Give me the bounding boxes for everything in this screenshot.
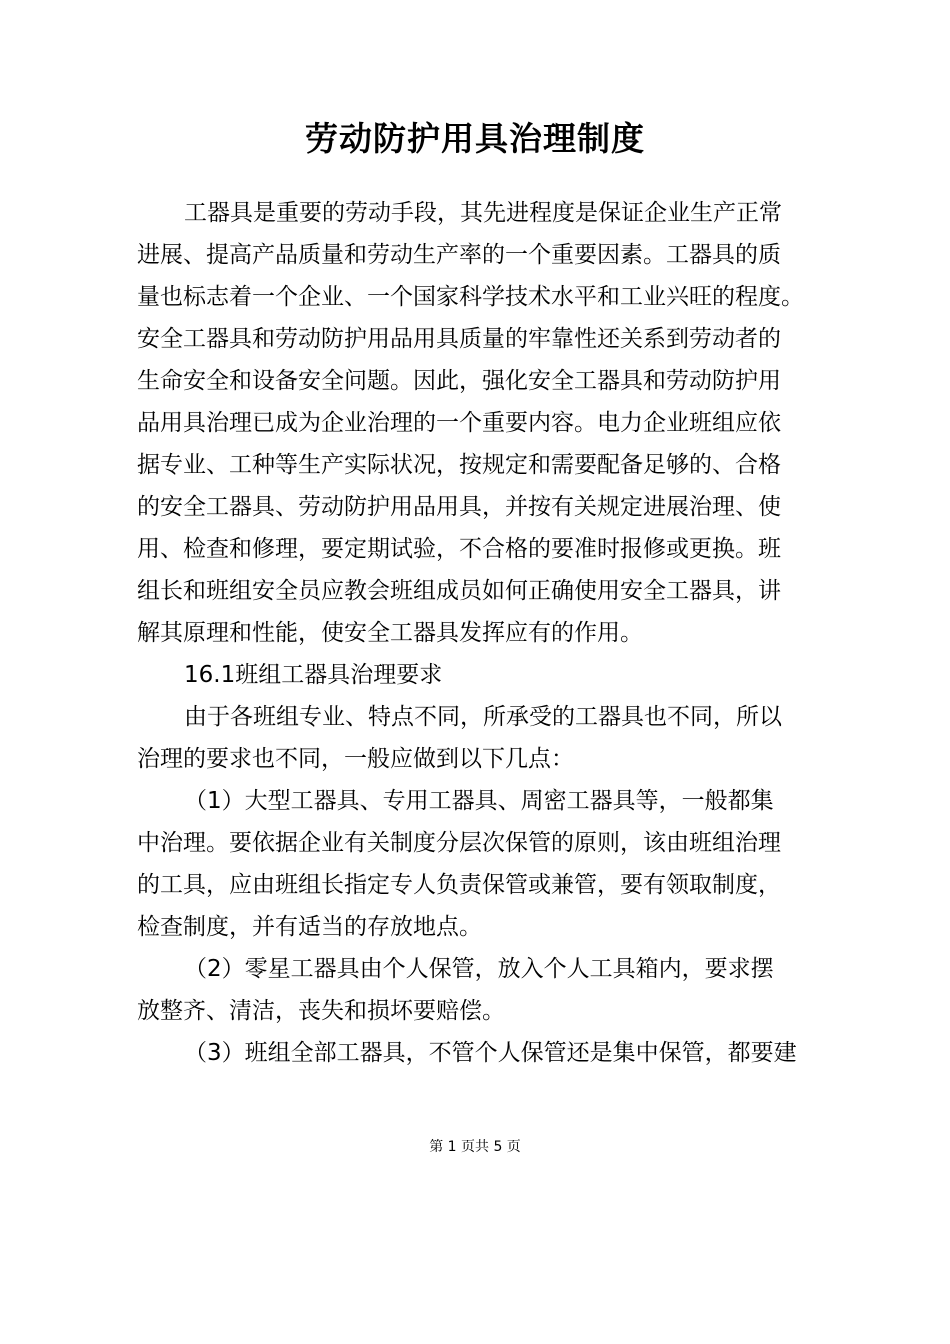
list-item-line: 检查制度，并有适当的存放地点。 [137, 914, 482, 940]
list-item-line: 放整齐、清洁，丧失和损坏要赔偿。 [137, 998, 505, 1024]
list-item-line: （3）班组全部工器具，不管个人保管还是集中保管，都要建 [184, 1040, 797, 1066]
paragraph-line: 治理的要求也不同，一般应做到以下几点： [137, 746, 574, 772]
paragraph-line: 进展、提高产品质量和劳动生产率的一个重要因素。工器具的质 [137, 242, 781, 268]
paragraph-line: 由于各班组专业、特点不同，所承受的工器具也不同，所以 [184, 704, 782, 730]
list-item-line: 中治理。要依据企业有关制度分层次保管的原则，该由班组治理 [137, 830, 781, 856]
section-heading: 16.1班组工器具治理要求 [184, 662, 443, 688]
paragraph-line: 工器具是重要的劳动手段，其先进程度是保证企业生产正常 [184, 200, 782, 226]
paragraph-line: 解其原理和性能，使安全工器具发挥应有的作用。 [137, 620, 643, 646]
document-title: 劳动防护用具治理制度 [305, 119, 645, 158]
paragraph-line: 的安全工器具、劳动防护用品用具，并按有关规定进展治理、使 [137, 494, 781, 520]
paragraph-line: 组长和班组安全员应教会班组成员如何正确使用安全工器具，讲 [137, 578, 781, 604]
document-body [137, 192, 827, 1074]
list-item-line: （2）零星工器具由个人保管，放入个人工具箱内，要求摆 [184, 956, 774, 982]
paragraph-line: 生命安全和设备安全问题。因此，强化安全工器具和劳动防护用 [137, 368, 781, 394]
page-number: 第 1 页共 5 页 [429, 1139, 521, 1155]
list-item-line: 的工具，应由班组长指定专人负责保管或兼管，要有领取制度， [137, 872, 781, 898]
paragraph-line: 用、检查和修理，要定期试验，不合格的要准时报修或更换。班 [137, 536, 781, 562]
paragraph-line: 据专业、工种等生产实际状况，按规定和需要配备足够的、合格 [137, 452, 781, 478]
paragraph-line: 品用具治理已成为企业治理的一个重要内容。电力企业班组应依 [137, 410, 781, 436]
list-item-line: （1）大型工器具、专用工器具、周密工器具等，一般都集 [184, 788, 774, 814]
paragraph-line: 安全工器具和劳动防护用品用具质量的牢靠性还关系到劳动者的 [137, 326, 781, 352]
paragraph-line: 量也标志着一个企业、一个国家科学技术水平和工业兴旺的程度。 [137, 284, 804, 310]
